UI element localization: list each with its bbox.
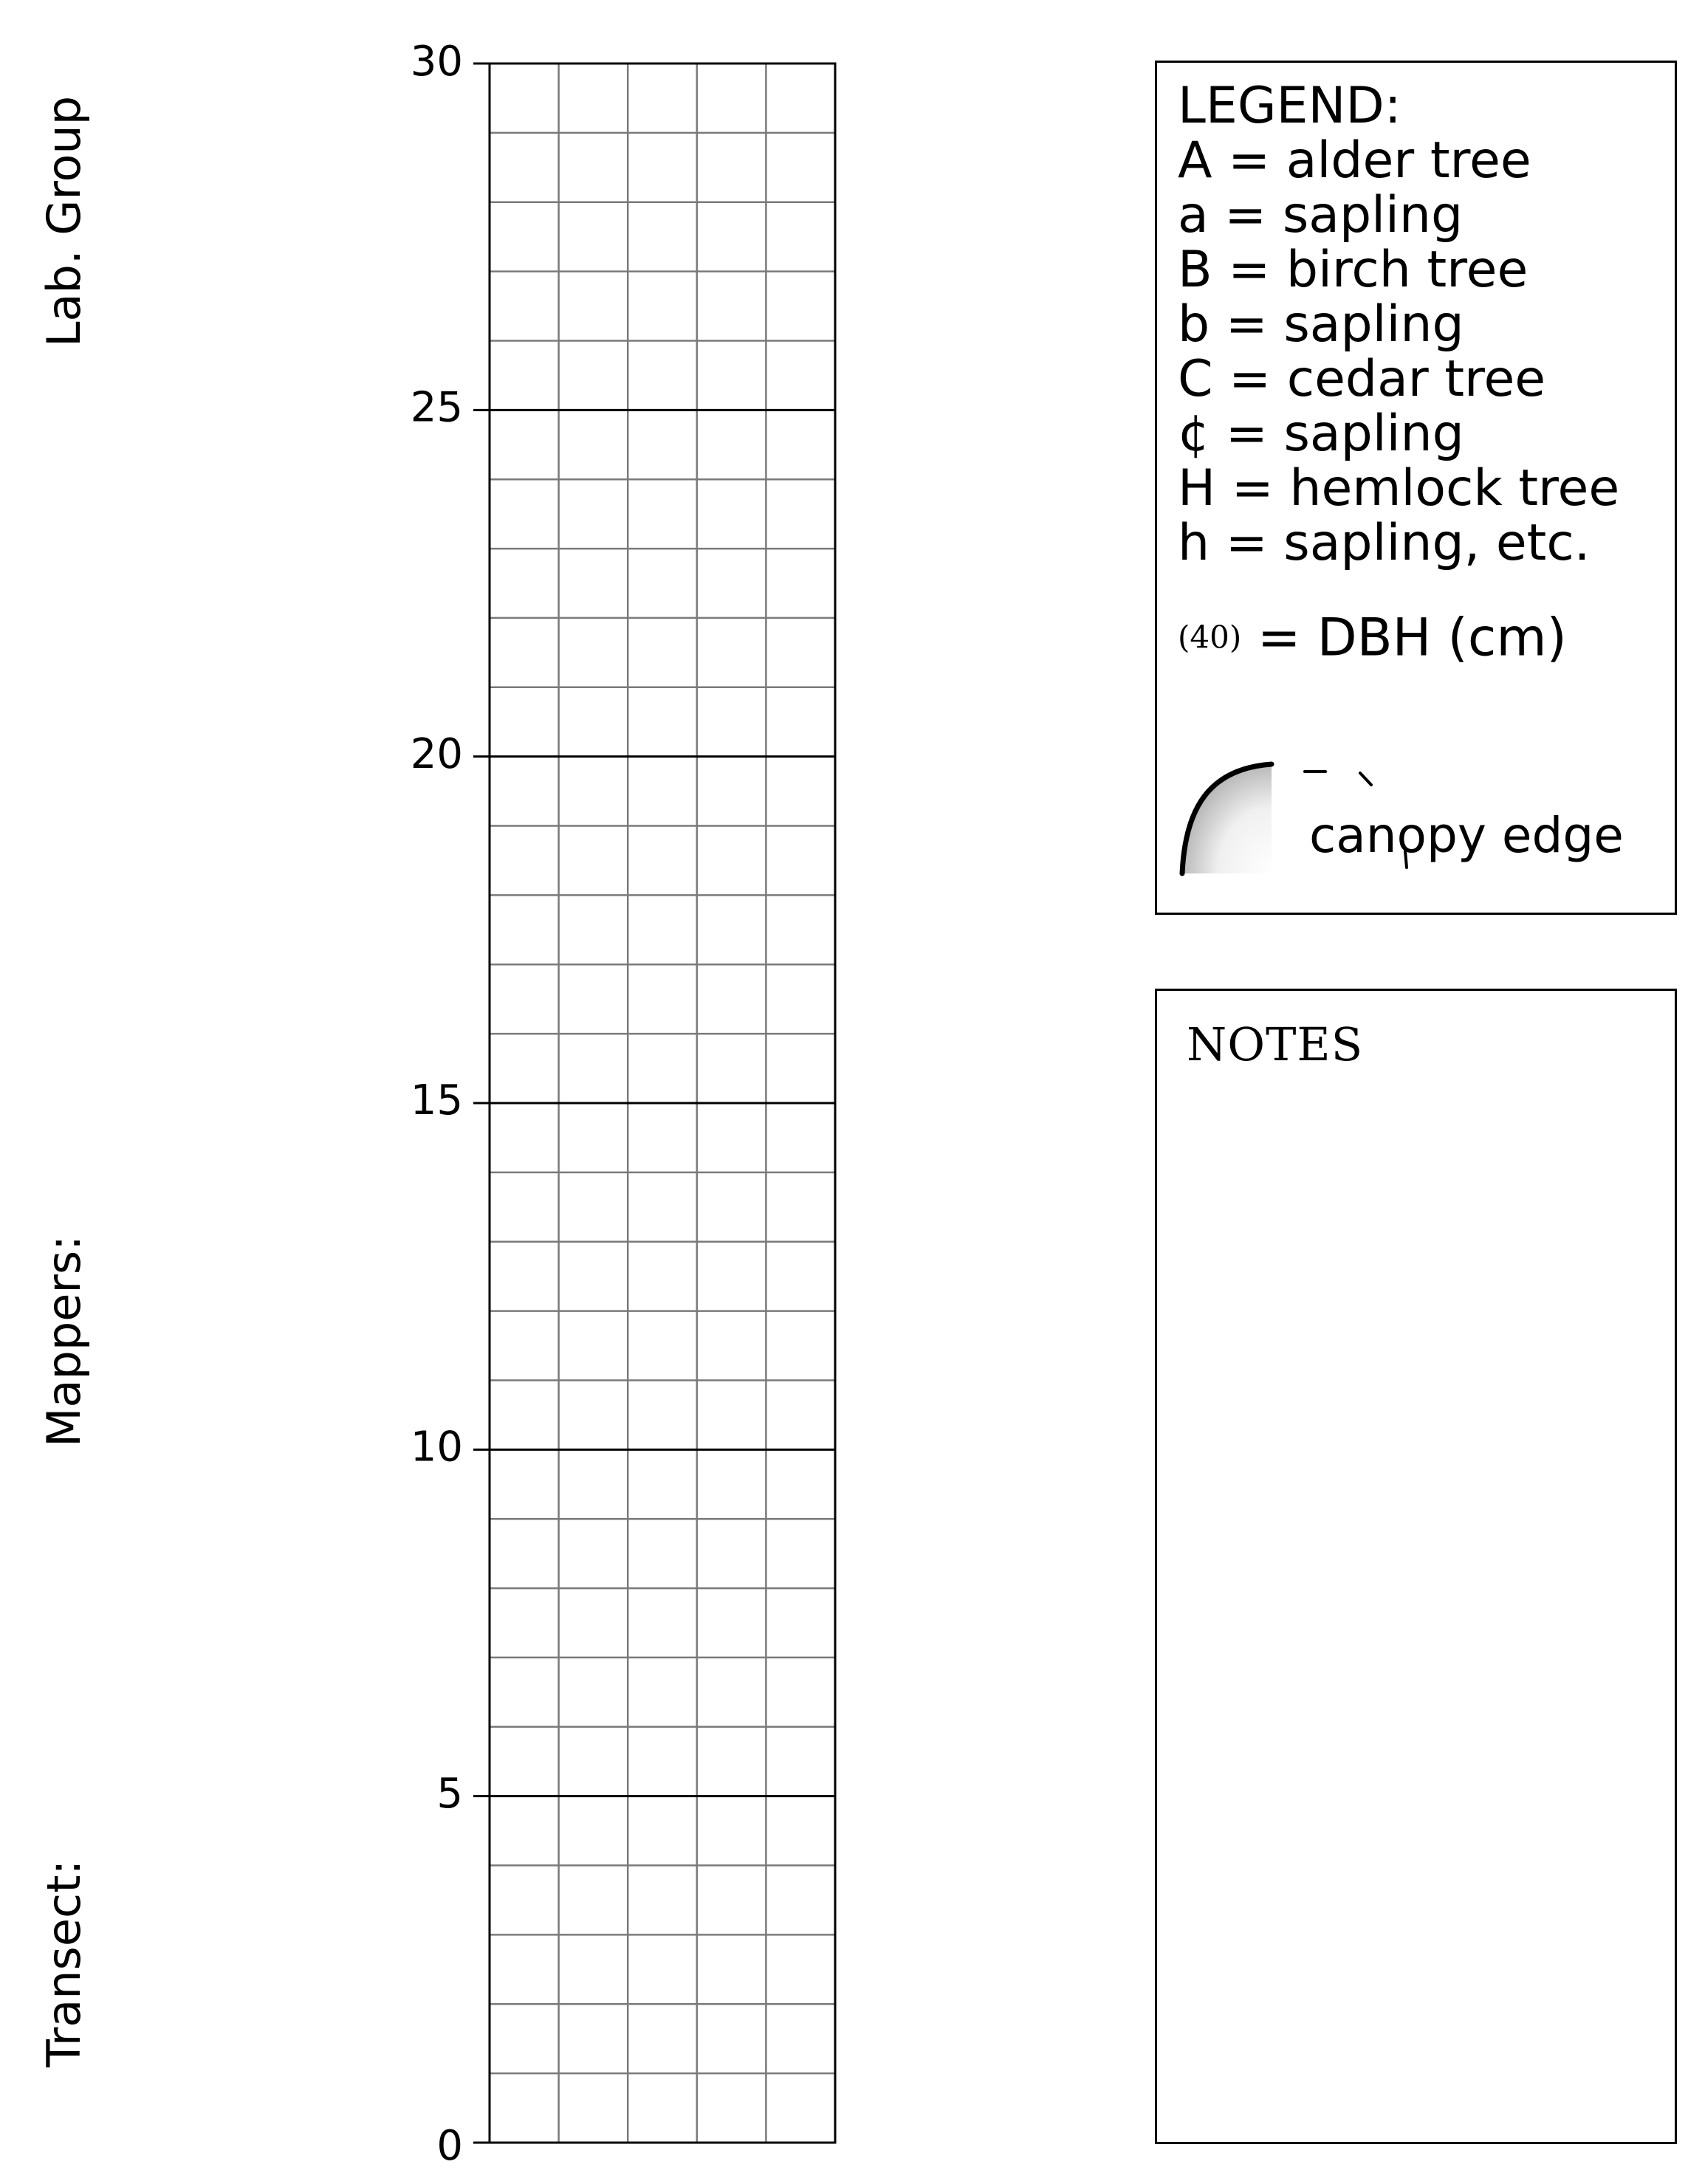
mappers-label: Mappers:: [37, 1234, 91, 1447]
y-tick-label: 20: [410, 729, 463, 778]
y-tick-label: 30: [410, 38, 463, 86]
notes-box: [1155, 989, 1677, 2144]
major-gridlines: [473, 63, 835, 2143]
legend-item: ¢ = sapling: [1178, 405, 1464, 463]
legend-box: [1155, 61, 1677, 915]
canopy-edge-label: canopy edge: [1309, 807, 1624, 864]
y-tick-label: 15: [410, 1076, 463, 1125]
legend-item: h = sapling, etc.: [1178, 514, 1591, 572]
legend-item: a = sapling: [1178, 186, 1464, 244]
legend-item: B = birch tree: [1178, 241, 1529, 299]
notes-title: NOTES: [1187, 1017, 1364, 1071]
legend-title: LEGEND:: [1178, 77, 1401, 135]
lab-group-label: Lab. Group: [37, 95, 91, 347]
y-tick-label: 10: [410, 1423, 463, 1472]
dbh-text: = DBH (cm): [1257, 607, 1567, 668]
legend-dbh-row: [1178, 607, 1567, 668]
y-tick-label: 0: [436, 2122, 463, 2171]
legend-item: A = alder tree: [1178, 131, 1531, 190]
legend-item: C = cedar tree: [1178, 350, 1546, 408]
y-tick-labels: [411, 38, 463, 2170]
dbh-symbol: (40): [1178, 619, 1242, 656]
legend-item: b = sapling: [1178, 295, 1464, 354]
y-tick-label: 5: [436, 1769, 463, 1818]
y-tick-label: 25: [410, 383, 463, 432]
legend-item: H = hemlock tree: [1178, 459, 1620, 518]
transect-label: Transect:: [37, 1859, 91, 2067]
